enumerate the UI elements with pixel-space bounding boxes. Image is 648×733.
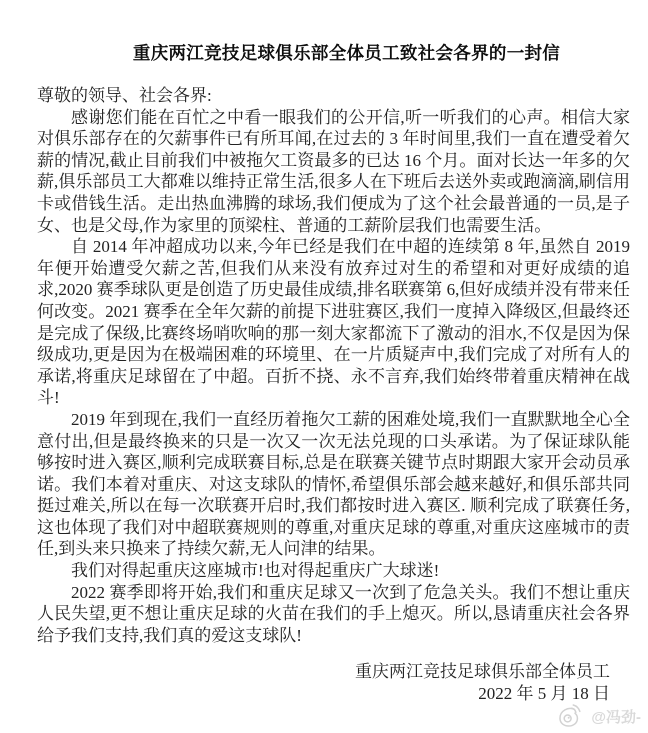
paragraph-thanks: 感谢您们能在百忙之中看一眼我们的公开信,听一听我们的心声。相信大家对俱乐部存在的欠薪事件已有所耳闻,在过去的 3 年时间里,我们一直在遭受着欠薪的情况,截止目前我们中被拖欠工资最多的已达 16 个月。面对长达一年多的欠薪,俱乐部员工大都难以维持正常生活,很多人在下班后去送外卖或跑滴滴,刷信用卡或借钱生活。走出热血沸腾的球场,我们便成为了这个社会最普通的一员,是子女、也是父母,作为家里的顶梁柱、普通的工薪阶层我们也需要生活。 (37, 107, 630, 235)
paragraph-worthy: 我们对得起重庆这座城市!也对得起重庆广大球迷! (71, 561, 440, 581)
watermark-text: @冯劲- (591, 709, 641, 726)
paragraph-hardship: 2019 年到现在,我们一直经历着拖欠工薪的困难处境,我们一直默默地全心全意付出,但是最终换来的只是一次又一次无法兑现的口头承诺。为了保证球队能够按时进入赛区,顺利完成联赛目标,总是在联赛关键节点时期跟大家开会动员承诺。我们本着对重庆、对这支球队的情怀,希望俱乐部会越来越好,和俱乐部共同挺过难关,所以在每一次联赛开启时,我们都按时进入赛区. 顺利完成了联赛任务,这也体现了我们对中超联赛规则的尊重,对重庆足球的尊重,对重庆这座城市的责任,到头来只换来了持续欠薪,无人问津的结果。 (37, 409, 630, 559)
signature-date: 2022 年 5 月 18 日 (478, 684, 610, 704)
salutation: 尊敬的领导、社会各界: (37, 86, 212, 105)
weibo-watermark (556, 703, 641, 730)
letter-body (37, 85, 630, 646)
paragraph-appeal: 2022 赛季即将开始,我们和重庆足球又一次到了危急关头。我们不想让重庆人民失望,更不想让重庆足球的火苗在我们的手上熄灭。所以,恳请重庆社会各界给予我们支持,我们真的爱这支球队! (37, 582, 630, 645)
signature-block (37, 661, 630, 704)
letter-title: 重庆两江竞技足球俱乐部全体员工致社会各界的一封信 (132, 43, 561, 63)
paragraph-history: 自 2014 年冲超成功以来,今年已经是我们在中超的连续第 8 年,虽然自 2019 年便开始遭受欠薪之苦,但我们从来没有放弃过对生的希望和对更好成绩的追求,2020 赛季球队更是创造了历史最佳成绩,排名联赛第 6,但好成绩并没有带来任何改变。2021 赛季在全年欠薪的前提下进驻赛区,我们一度掉入降级区,但最终还是完成了保级,比赛终场哨吹响的那一刻大家都流下了激动的泪水,不仅是因为保级成功,更是因为在极端困难的环境里、在一片质疑声中,我们完成了对所有人的承诺,将重庆足球留在了中超。百折不挠、永不言弃,我们始终带着重庆精神在战斗! (37, 237, 630, 408)
signature-name: 重庆两江竞技足球俱乐部全体员工 (355, 662, 610, 682)
weibo-icon (556, 703, 586, 730)
